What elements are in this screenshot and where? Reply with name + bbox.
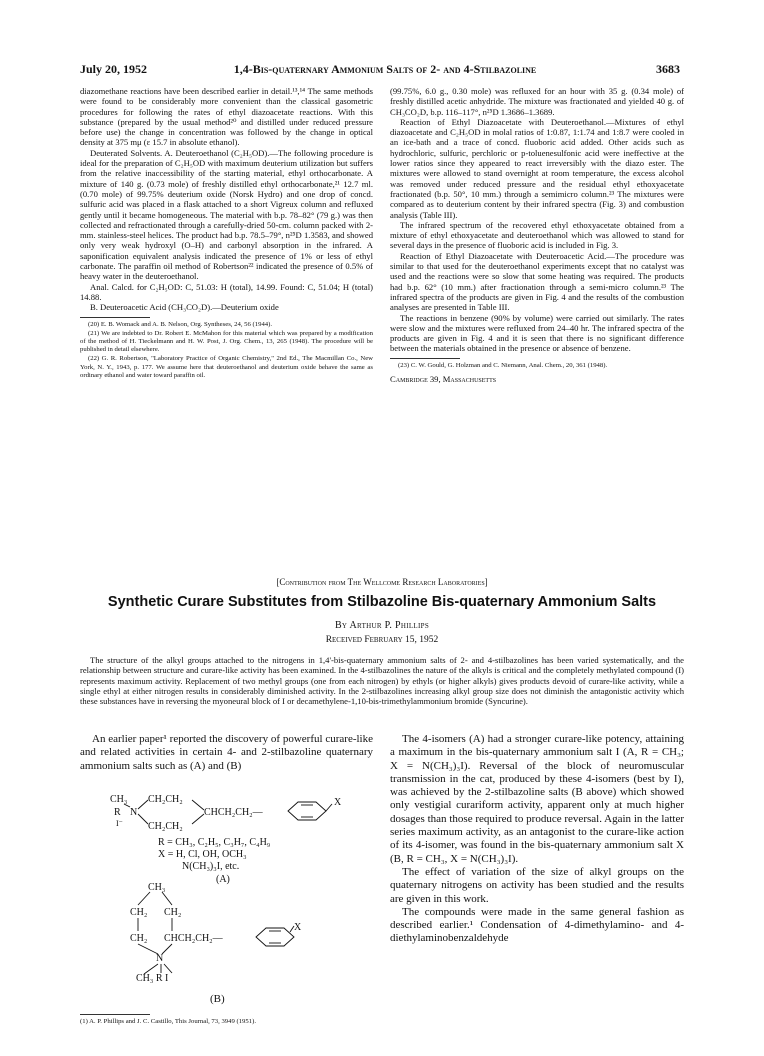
header-page-number: 3683: [656, 62, 680, 76]
paragraph: Anal. Calcd. for C₂H₅OD: C, 51.03: H (total), 14.99. Found: C, 51.04; H (total) 14.88.: [80, 281, 373, 302]
structure-a-chain: CHCH₂CH₂—: [204, 807, 263, 818]
structure-b-label: (B): [210, 993, 225, 1005]
top-right-column: [390, 86, 684, 384]
footnotes: [80, 321, 373, 380]
lower-right-column: [390, 733, 684, 946]
structure-a-r-definition: R = CH₃, C₂H₅, C₃H₇, C₄H₉: [158, 837, 271, 848]
received-date: Received February 15, 1952: [325, 635, 439, 645]
article-title: Synthetic Curare Substitutes from Stilbazoline Bis-quaternary Ammonium Salts: [107, 594, 657, 610]
structure-b-ch2-right: CH₂: [164, 907, 182, 918]
footnote: (20) E. B. Womack and A. B. Nelson, Org. Syntheses, 24, 56 (1944).: [88, 320, 273, 328]
header-running-title: 1,4-Bis-quaternary Ammonium Salts of 2- and 4-Stilbazoline: [233, 62, 537, 76]
paragraph: The infrared spectrum of the recovered ethyl ethoxyacetate obtained from a mixture of ethyl ethoxyacetate and deuteroethanol which was allowed to stand for several days in the presence of fluoboric acid is included in Fig. 3.: [390, 219, 684, 251]
paragraph: Reaction of Ethyl Diazoacetate with Deuteroethanol.—Mixtures of ethyl diazoacetate and C₂H₅OD in molal ratios of 1:0.87, 1:1.74 and 1:8.7 were cooled in an ice-bath and a trace of concd. fluoboric acid added. Other acids such as hydrochloric, sulfuric, perchloric or p-toluenesulfonic acid were ineffective at the lower ratios since they appeared to react irreversibly with the diazo ester. The mixtures were allowed to stand overnight at room temperature, the excess alcohol was removed under reduced pressure and the residual ethyl ethoxyacetate fractionated (b.p. 50°, 10 mm.) through a semimicro column.²³ The mixtures were compared as to deuterium content by their infrared spectra (Fig. 3) and combustion analysis (Table III).: [390, 116, 684, 220]
paragraph: Deuterated Solvents. A. Deuteroethanol (C₂H₅OD).—The following procedure is ideal for the preparation of C₂H₅OD with maximum deuterium utilization but suffers from the relative inaccessibility of the starting material, ethyl orthocarbonate. A mixture of 140 g. (0.73 mole) of freshly distilled ethyl orthocarbonate,²¹ 12.7 ml. (0.70 mole) of 99.75% deuterium oxide (Norsk Hydro) and one drop of concd. sulfuric acid was placed in a flask attached to a short Vigreux column and refluxed gently until it became homogeneous. The material with b.p. 78–82° (79 g.) was then collected and refractionated through a carefully-dried 50-cm. column packed with 2-mm. stainless-steel helices. The product had b.p. 78.5–79°, n²⁵D 1.3583, and showed only very weak hydroxyl (O–H) and carbonyl absorption in the infrared. A saponification equivalent analysis indicated the presence of 1% or less of ethyl carbonate. The paraffin oil method of Robertson²² indicated the presence of 0.5% of heavy water in the deuteroethanol.: [80, 147, 373, 282]
top-left-column: [80, 86, 373, 381]
contribution-line: [Contribution from The Wellcome Research Laboratories]: [276, 577, 488, 587]
institution-place: Cambridge 39, Massachusetts: [390, 373, 497, 384]
structure-b-x: X: [294, 922, 302, 933]
structure-b-ch2-left: CH₂: [130, 907, 148, 918]
lower-left-column: [80, 733, 373, 773]
structure-b-ch3-top: CH₃: [148, 882, 166, 893]
footnote: (23) C. W. Gould, G. Holzman and C. Niemann, Anal. Chem., 20, 361 (1948).: [398, 361, 608, 369]
paragraph: The 4-isomers (A) had a stronger curare-like potency, attaining a maximum in the bis-quaternary ammonium salt I (A, R = CH₃; X = N(CH₃)₃I). Reversal of the block of neuromuscular transmission in the cat, produced by these 4-isomers (best by I), was achieved by the 2-stilbazoline salts (B above) which showed only vestigial curariform activity, apparent only at much higher dosages than those required to produce reversal. Again in the latter series maximum activity, as an antagonist to the curare-like action of its 4-isomer, was found in the bis-quaternary ammonium salt X (B, R = CH₃, X = N(CH₃)₃I).: [390, 733, 684, 865]
structure-b: [128, 880, 328, 995]
structure-a-x-definition: X = H, Cl, OH, OCH₃: [158, 849, 247, 860]
paragraph: An earlier paper¹ reported the discovery of powerful curare-like and related activities in certain 4- and 2-stilbazoline quaternary ammonium salts such as (A) and (B): [80, 733, 373, 772]
footnotes: [390, 362, 684, 370]
footnote: (22) G. R. Robertson, "Laboratory Practice of Organic Chemistry," 2nd Ed., The Macmillan Co., New York, N. Y., 1943, p. 177. We assume here that deuteroethanol and deuterium oxide behave the same as ordinary ethanol and water toward paraffin oil.: [80, 355, 373, 379]
paragraph: Reaction of Ethyl Diazoacetate with Deuteroacetic Acid.—The procedure was similar to that used for the deuteroethanol experiments except that no catalyst was used and the reactions were so slow that some heating was required. The products had b.p. 62° (10 mm.) after fractionation through a semi-micro column.²³ The infrared spectra of the products are given in Fig. 4 and the results of the combustion analyses are presented in Table III.: [390, 250, 684, 313]
abstract: The structure of the alkyl groups attached to the nitrogens in 1,4'-bis-quaternary ammonium salts of 2- and 4-stilbazolines has been varied systematically, and the relationship between structure and curare-like activity has been examined. In the 4-stilbazolines the nature of the alkyls is critical and the completely methylated compound (I) represents maximum activity. Replacement of two methyl groups (one from each nitrogen) by ethyls (or higher alkyls) gives products devoid of curare-like activity, while a single ethyl at either nitrogen results in considerably diminished activity. In the 2-stilbazolines increasing alkyl group size does not diminish the antagonistic activity which these substances have in reversing the myoneural block of I or decamethylene-1,10-bis-trimethylammonium bromide (Syncurine).: [80, 655, 684, 707]
footnote: (21) We are indebted to Dr. Robert E. McMahon for this material which was prepared by a modification of the method of H. Tieckelmann and H. W. Post, J. Org. Chem., 13, 265 (1948). The procedure will be published in detail elsewhere.: [80, 329, 373, 354]
lower-left-footnote-block: [80, 1010, 373, 1026]
structure-a-ch2ch2-top: CH₂CH₂: [148, 794, 183, 805]
paragraph: diazomethane reactions have been described earlier in detail.¹³,¹⁴ The same methods were found to be considerably more convenient than the classical gasometric procedures for following the rates of ethyl diazoacetate reactions. With this substance (prepared by the usual method²⁰ and distilled under reduced pressure before use) the change in concentration was followed by the change in optical density at 375 mμ (ε 15.7 in absolute ethanol).: [80, 86, 373, 148]
structure-b-diagram: [128, 880, 328, 990]
structure-a-iodide: I⁻: [116, 819, 123, 828]
header-date: July 20, 1952: [80, 62, 148, 76]
structure-a-x-definition-cont: N(CH₃)₃I, etc.: [182, 861, 240, 872]
structure-a-ch2ch2-bottom: CH₂CH₂: [148, 821, 183, 832]
paragraph: B. Deuteroacetic Acid (CH₃CO₂D).—Deuterium oxide: [90, 302, 279, 313]
running-header: [80, 62, 680, 80]
structure-a-n: N: [130, 807, 138, 818]
structure-b-ch2-low: CH₂: [130, 933, 148, 944]
footnote-rule: [80, 1014, 150, 1015]
paragraph: (99.75%, 6.0 g., 0.30 mole) was refluxed for an hour with 35 g. (0.34 mole) of freshly distilled acetic anhydride. The mixture was fractionated and yielded 40 g. of CH₃CO₂D, b.p. 116–117°, n²⁵D 1.3686–1.3689.: [390, 86, 684, 117]
article-author: By Arthur P. Phillips: [334, 620, 430, 631]
paragraph: The compounds were made in the same general fashion as described earlier.¹ Condensation of 4-dimethylamino- and 4-diethylaminobenzaldehyde: [390, 905, 684, 945]
footnote-rule: [80, 317, 150, 318]
structure-a-label: (A): [216, 874, 230, 885]
footnote-rule: [390, 358, 460, 359]
footnote: (1) A. P. Phillips and J. C. Castillo, This Journal, 73, 3949 (1951).: [80, 1018, 256, 1025]
paragraph: The reactions in benzene (90% by volume) were carried out similarly. The rates were slow and the mixtures were refluxed from 24–40 hr. The infrared spectra of the products are given in Fig. 4 and it is seen that there is no significant difference between the materials obtained in the presence or absence of benzene.: [390, 312, 684, 354]
structure-a-ch3: CH₃: [110, 794, 128, 805]
structure-a-x: X: [334, 797, 342, 808]
paragraph: The effect of variation of the size of alkyl groups on the quaternary nitrogens on activity has been studied and the results are given in this work.: [390, 865, 684, 905]
structure-b-chain: CHCH₂CH₂—: [164, 933, 223, 944]
structure-b-bottom: CH₃ R I: [136, 973, 169, 984]
structure-a-r: R: [114, 807, 121, 818]
structure-b-n: N: [156, 953, 164, 964]
